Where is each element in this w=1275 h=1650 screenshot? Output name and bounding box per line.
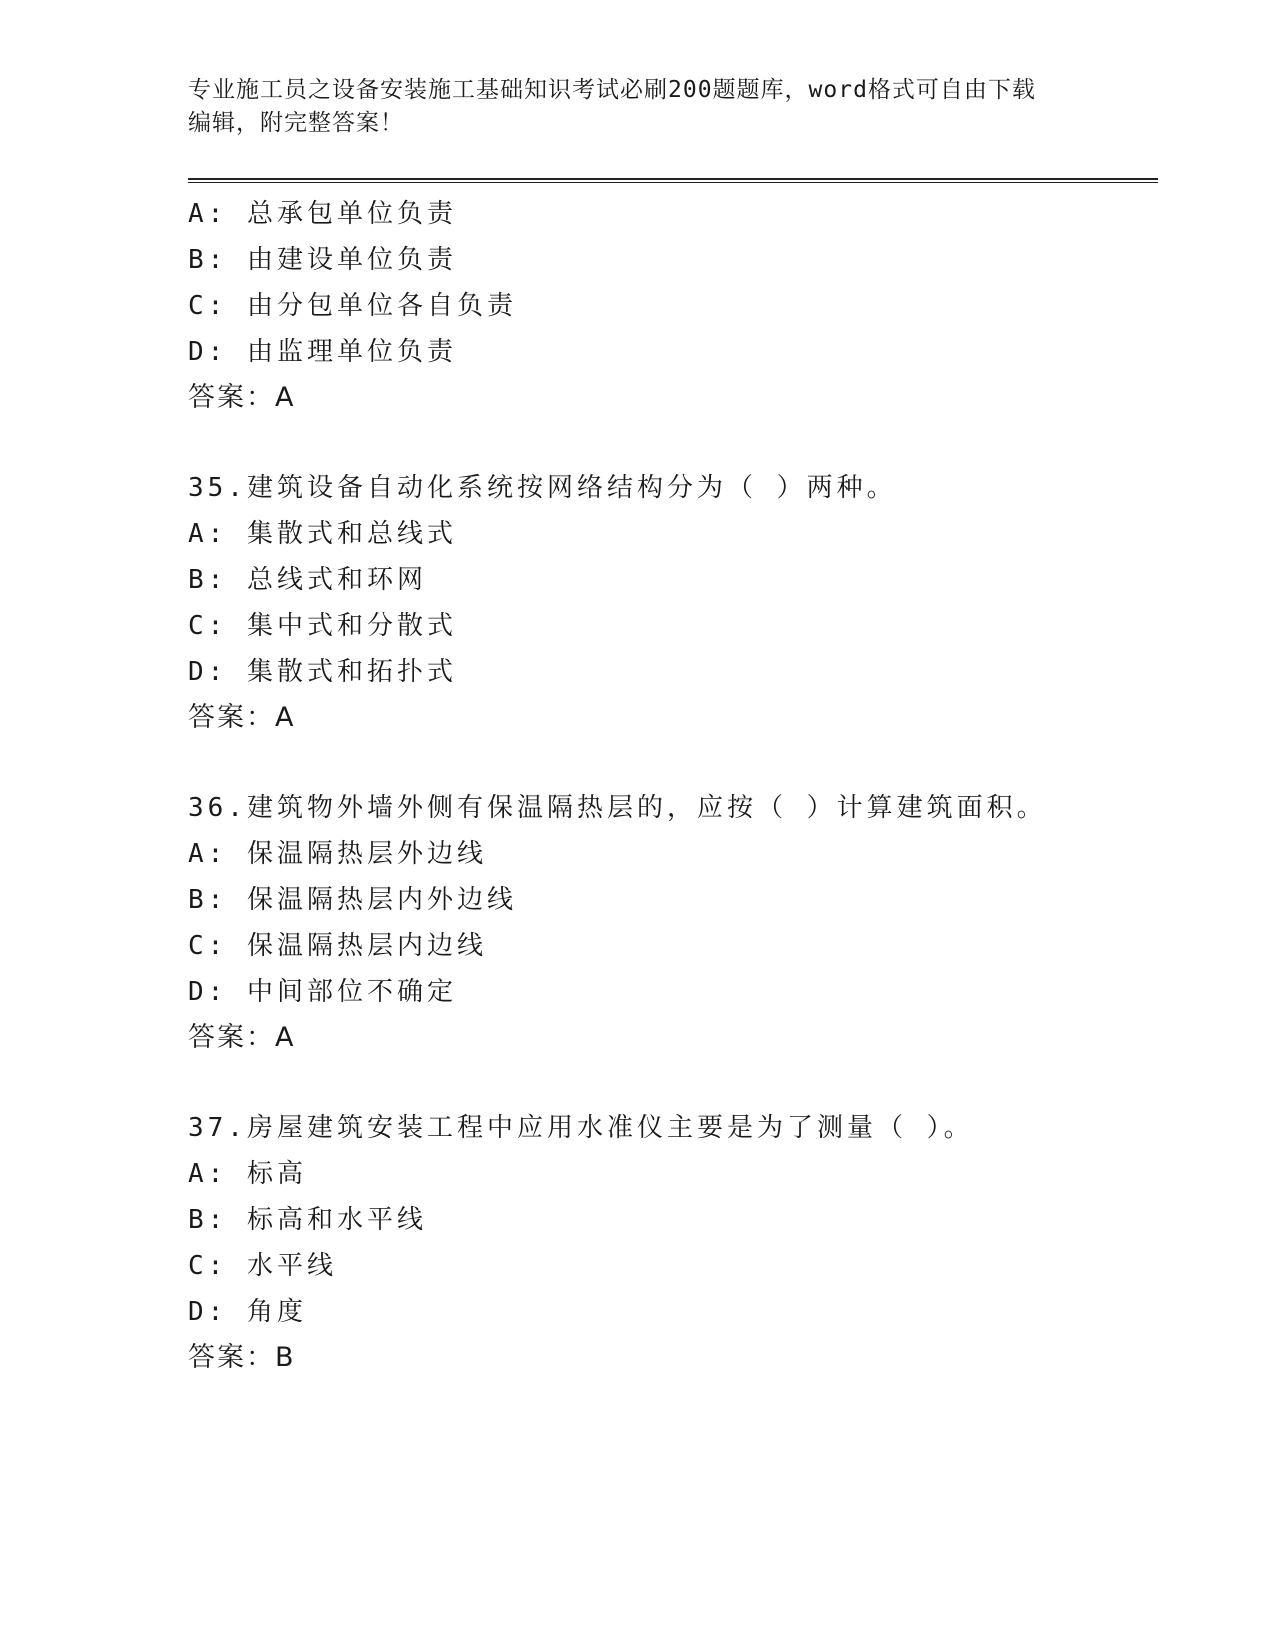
option-d: D: 集散式和拓扑式: [188, 657, 457, 687]
option-a: A: 标高: [188, 1159, 307, 1189]
option-c: C: 由分包单位各自负责: [188, 291, 517, 321]
document-header: [188, 74, 1088, 140]
option-c: C: 水平线: [188, 1251, 337, 1281]
question-list: [188, 191, 1148, 1381]
header-title-line2: 编辑，附完整答案！: [188, 110, 404, 136]
option-d: D: 中间部位不确定: [188, 977, 457, 1007]
option-b: B: 由建设单位负责: [188, 245, 457, 275]
option-d: D: 由监理单位负责: [188, 337, 457, 367]
answer: 答案：B: [188, 1342, 296, 1373]
question-36: [188, 785, 1148, 1061]
option-d: D: 角度: [188, 1297, 307, 1327]
answer: 答案：A: [188, 1022, 296, 1053]
answer: 答案：A: [188, 702, 296, 733]
spacer: [188, 741, 1148, 785]
spacer: [188, 421, 1148, 465]
question-34: [188, 191, 1148, 421]
spacer: [188, 1061, 1148, 1105]
question-stem: 35.建筑设备自动化系统按网络结构分为（ ）两种。: [188, 473, 897, 503]
option-a: A: 总承包单位负责: [188, 199, 457, 229]
answer: 答案：A: [188, 382, 296, 413]
option-b: B: 总线式和环网: [188, 565, 427, 595]
option-a: A: 保温隔热层外边线: [188, 839, 487, 869]
option-c: C: 集中式和分散式: [188, 611, 457, 641]
question-37: [188, 1105, 1148, 1381]
header-divider: [188, 178, 1158, 183]
question-stem: 36.建筑物外墙外侧有保温隔热层的，应按（ ）计算建筑面积。: [188, 793, 1047, 823]
question-35: [188, 465, 1148, 741]
option-b: B: 标高和水平线: [188, 1205, 427, 1235]
question-stem: 37.房屋建筑安装工程中应用水准仪主要是为了测量（ ）。: [188, 1113, 974, 1143]
option-a: A: 集散式和总线式: [188, 519, 457, 549]
option-b: B: 保温隔热层内外边线: [188, 885, 517, 915]
header-title-line1: 专业施工员之设备安装施工基础知识考试必刷200题题库，word格式可自由下载: [188, 77, 1036, 103]
option-c: C: 保温隔热层内边线: [188, 931, 487, 961]
